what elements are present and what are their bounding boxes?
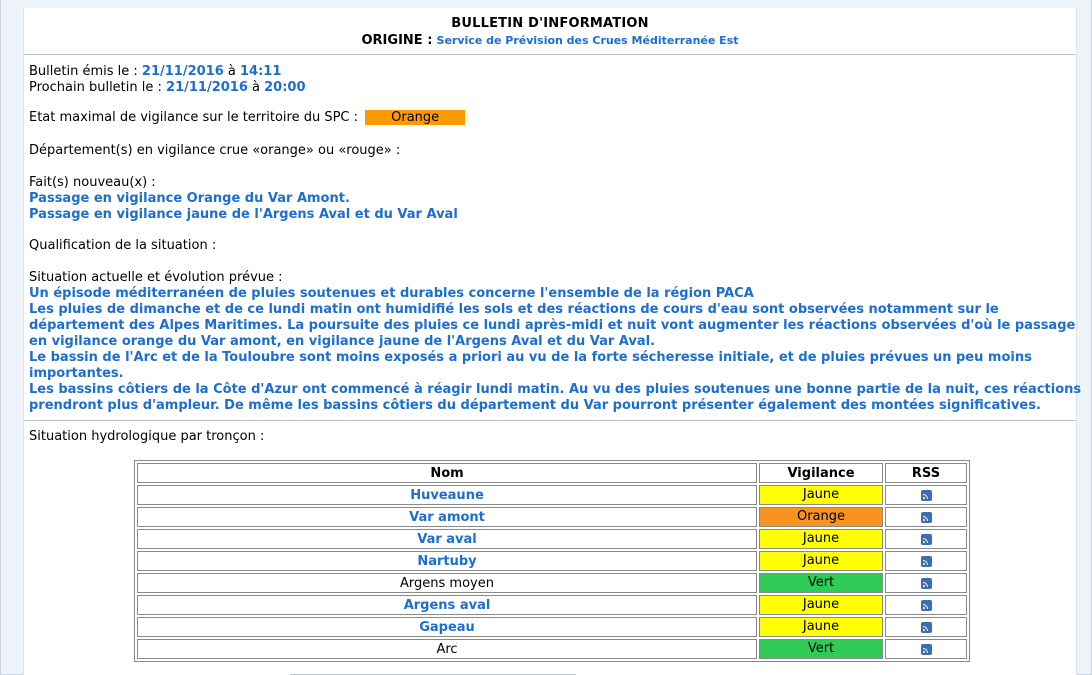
new-fact-line: Passage en vigilance jaune de l'Argens Aval et du Var Aval bbox=[29, 207, 458, 222]
troncon-name-cell bbox=[137, 529, 757, 549]
vigilance-cell bbox=[759, 639, 883, 659]
next-date: 21/11/2016 bbox=[166, 80, 248, 95]
vigilance-cell bbox=[759, 573, 883, 593]
table-row bbox=[137, 529, 967, 549]
vigilance-level: Jaune bbox=[802, 553, 840, 568]
situation-line: importantes. bbox=[29, 366, 124, 381]
new-facts bbox=[29, 175, 458, 223]
rss-icon[interactable] bbox=[921, 578, 932, 589]
troncon-name-cell bbox=[137, 507, 757, 527]
situation-label: Situation actuelle et évolution prévue : bbox=[29, 270, 283, 285]
table-row bbox=[137, 595, 967, 615]
max-vigilance-row bbox=[29, 110, 465, 126]
table-row bbox=[137, 639, 967, 659]
new-fact-line: Passage en vigilance Orange du Var Amont. bbox=[29, 191, 350, 206]
vigilance-cell bbox=[759, 551, 883, 571]
at-word: à bbox=[227, 64, 236, 79]
situation bbox=[29, 270, 1082, 414]
rss-icon[interactable] bbox=[921, 644, 932, 655]
vigilance-level: Jaune bbox=[802, 597, 840, 612]
rss-icon[interactable] bbox=[921, 600, 932, 611]
troncon-link[interactable]: Var amont bbox=[409, 509, 485, 525]
vigilance-cell bbox=[759, 485, 883, 505]
troncon-link[interactable]: Gapeau bbox=[419, 619, 475, 635]
vigilance-level: Vert bbox=[807, 641, 835, 656]
rss-cell bbox=[885, 551, 967, 571]
table-row bbox=[137, 573, 967, 593]
qualification-label: Qualification de la situation : bbox=[29, 238, 217, 253]
new-facts-label: Fait(s) nouveau(x) : bbox=[29, 175, 156, 190]
next-time: 20:00 bbox=[264, 80, 306, 95]
max-vigilance-badge: Orange bbox=[365, 110, 465, 125]
troncon-link[interactable]: Huveaune bbox=[410, 487, 484, 503]
table-row bbox=[137, 551, 967, 571]
table-row bbox=[137, 507, 967, 527]
situation-line: en vigilance orange du Var amont, en vigilance jaune de l'Argens Aval et du Var Aval. bbox=[29, 334, 656, 349]
rss-cell bbox=[885, 595, 967, 615]
rss-icon[interactable] bbox=[921, 534, 932, 545]
vigilance-level: Jaune bbox=[802, 531, 840, 546]
troncon-name: Arc bbox=[436, 641, 458, 657]
emitted-time: 14:11 bbox=[240, 64, 282, 79]
situation-line: Les bassins côtiers de la Côte d'Azur ont commencé à réagir lundi matin. Au vu des pluies soutenues une bonne partie de la nuit, ces réactions bbox=[29, 382, 1082, 397]
troncon-name-cell bbox=[137, 551, 757, 571]
max-vigilance-label: Etat maximal de vigilance sur le territoire du SPC : bbox=[29, 110, 359, 125]
emitted-row bbox=[29, 64, 306, 80]
rss-icon[interactable] bbox=[921, 512, 932, 523]
bulletin-panel bbox=[23, 8, 1082, 675]
troncon-name: Argens moyen bbox=[400, 575, 494, 591]
troncon-name-cell bbox=[137, 485, 757, 505]
rss-cell bbox=[885, 639, 967, 659]
troncon-name-cell bbox=[137, 639, 757, 659]
situation-line: Un épisode méditerranéen de pluies soutenues et durables concerne l'ensemble de la région PACA bbox=[29, 286, 754, 301]
bulletin-header bbox=[24, 8, 1076, 48]
origin-value: Service de Prévision des Crues Méditerranée Est bbox=[436, 34, 739, 47]
troncon-name-cell bbox=[137, 617, 757, 637]
table-row bbox=[137, 617, 967, 637]
vigilance-cell bbox=[759, 507, 883, 527]
departments-label: Département(s) en vigilance crue «orange» ou «rouge» : bbox=[29, 143, 401, 158]
table-header-row bbox=[137, 463, 967, 483]
situation-line: prendront plus d'ampleur. De même les bassins côtiers du département du Var pourront présenter également des montées significatives. bbox=[29, 398, 1041, 413]
column-header-nom: Nom bbox=[137, 463, 757, 483]
vigilance-cell bbox=[759, 595, 883, 615]
troncon-link[interactable]: Argens aval bbox=[403, 597, 491, 613]
vigilance-cell bbox=[759, 617, 883, 637]
rss-cell bbox=[885, 617, 967, 637]
vigilance-level: Jaune bbox=[802, 487, 840, 502]
column-header-vigilance: Vigilance bbox=[759, 463, 883, 483]
divider bbox=[24, 420, 1076, 421]
troncon-name-cell bbox=[137, 573, 757, 593]
rss-cell bbox=[885, 529, 967, 549]
rss-icon[interactable] bbox=[921, 622, 932, 633]
rss-icon[interactable] bbox=[921, 556, 932, 567]
rss-cell bbox=[885, 573, 967, 593]
emitted-label: Bulletin émis le : bbox=[29, 64, 138, 79]
at-word: à bbox=[252, 80, 260, 95]
hydro-table bbox=[134, 460, 970, 662]
next-row bbox=[29, 80, 306, 96]
rss-cell bbox=[885, 507, 967, 527]
table-row bbox=[137, 485, 967, 505]
hydro-table-body bbox=[137, 485, 967, 659]
origin-row bbox=[24, 33, 1076, 48]
rss-icon[interactable] bbox=[921, 490, 932, 501]
next-label: Prochain bulletin le : bbox=[29, 80, 162, 95]
situation-line: Le bassin de l'Arc et de la Touloubre sont moins exposés a priori au vu de la forte sécheresse initiale, et de pluies prévues un peu moins bbox=[29, 350, 1032, 365]
vigilance-level: Orange bbox=[796, 509, 846, 524]
vigilance-level: Jaune bbox=[802, 619, 840, 634]
hydro-label: Situation hydrologique par tronçon : bbox=[29, 429, 265, 444]
troncon-link[interactable]: Var aval bbox=[417, 531, 477, 547]
troncon-link[interactable]: Nartuby bbox=[417, 553, 477, 569]
vigilance-cell bbox=[759, 529, 883, 549]
bulletin-dates bbox=[29, 64, 306, 96]
vigilance-level: Vert bbox=[807, 575, 835, 590]
situation-line: département des Alpes Maritimes. La poursuite des pluies ce lundi après-midi et nuit vont augmenter les réactions observées d'où le passage bbox=[29, 318, 1076, 333]
divider bbox=[24, 54, 1076, 55]
origin-label: ORIGINE : bbox=[361, 33, 433, 48]
troncon-name-cell bbox=[137, 595, 757, 615]
bulletin-title: BULLETIN D'INFORMATION bbox=[451, 16, 649, 31]
situation-line: Les pluies de dimanche et de ce lundi matin ont humidifié les sols et des réactions de cours d'eau sont observées notamment sur le bbox=[29, 302, 999, 317]
emitted-date: 21/11/2016 bbox=[141, 64, 224, 79]
column-header-rss: RSS bbox=[885, 463, 967, 483]
rss-cell bbox=[885, 485, 967, 505]
